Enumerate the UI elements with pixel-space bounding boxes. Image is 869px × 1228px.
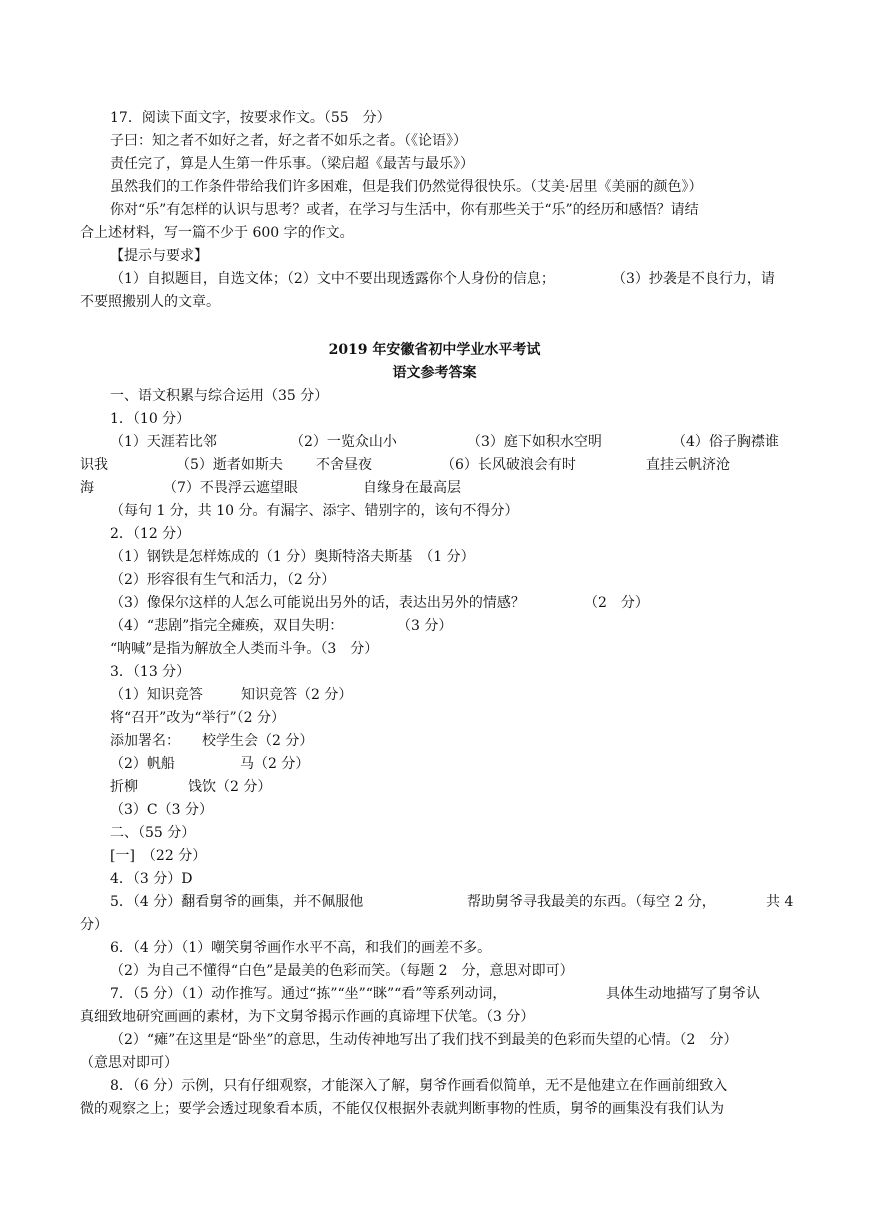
text-segment: 2019 年安徽省初中学业水平考试 [328,342,541,358]
text-segment: 6．（4 分）（1）嘲笑舅爷画作水平不高，和我们的画差不多。 [110,940,492,956]
text-segment: 不要照搬别人的文章。 [80,294,220,310]
text-segment: 二、（55 分） [110,825,196,841]
text-line [0,432,869,452]
text-segment: （2）帆船 [110,756,175,772]
text-line [0,292,869,312]
text-segment: 8．（6 分）示例，只有仔细观察，才能深入了解，舅爷作画看似简单，无不是他建立在作画前细致入 [110,1078,728,1094]
text-segment: 1．（10 分） [110,411,191,427]
text-segment: 2．（12 分） [110,526,191,542]
text-segment: 直挂云帆济沧 [646,457,730,473]
text-segment: 语文参考答案 [392,365,477,381]
text-line [0,1076,869,1096]
text-line [0,547,869,567]
text-line [0,869,869,889]
text-segment: 子曰：知之者不如好之者，好之者不如乐之者。（《论语》） [110,133,467,149]
text-segment: 虽然我们的工作条件带给我们许多困难，但是我们仍然觉得很快乐。（艾美·居里《美丽的颜色》） [110,179,703,195]
text-segment: 折柳 [110,779,138,795]
text-segment: （5）逝者如斯夫 [176,457,283,473]
text-segment: （3）庭下如积水空明 [467,434,602,450]
text-line [0,708,869,728]
text-segment: 4．（3 分）D [110,871,193,887]
text-segment: 一、语文积累与综合运用（35 分） [110,388,329,404]
text-segment: （1）天涯若比邻 [110,434,217,450]
text-segment: （2 分） [584,595,649,611]
text-segment: 校学生会（2 分） [202,733,314,749]
text-line [0,223,869,243]
text-segment: 马（2 分） [240,756,310,772]
text-line [0,800,869,820]
text-segment: 责任完了，算是人生第一件乐事。（梁启超《最苦与最乐》） [110,156,474,172]
text-line [0,1053,869,1073]
text-line [0,269,869,289]
text-line [0,478,869,498]
text-line [0,1007,869,1027]
text-line [0,1099,869,1119]
text-line [0,938,869,958]
text-segment: [一] （22 分） [110,848,207,864]
text-segment: 将“召开”改为“举行”（2 分） [110,710,285,726]
text-segment: 不舍昼夜 [316,457,372,473]
text-line [0,984,869,1004]
text-segment: 真细致地研究画画的素材，为下文舅爷揭示作画的真谛埋下伏笔。（3 分） [80,1009,535,1025]
text-segment: 海 [80,480,94,496]
text-segment: 识我 [80,457,108,473]
text-line [0,593,869,613]
text-segment: （6）长风破浪会有时 [441,457,576,473]
text-line [0,570,869,590]
text-line [0,455,869,475]
text-segment: 微的观察之上；要学会透过现象看本质，不能仅仅根据外表就判断事物的性质，舅爷的画集没有我们认为 [80,1101,724,1117]
text-line [0,246,869,266]
text-line [0,892,869,912]
text-line [0,363,869,383]
text-line [0,1030,869,1050]
text-segment: 5．（4 分）翻看舅爷的画集，并不佩服他 [110,894,364,910]
text-segment: （3 分） [397,618,453,634]
text-segment: （3）抄袭是不良行力，请 [612,271,775,287]
text-segment: （3）像保尔这样的人怎么可能说出另外的话，表达出另外的情感？ [110,595,525,611]
text-line [0,340,869,360]
text-line [0,662,869,682]
text-segment: （2）“瘫”在这里是“卧坐”的意思，生动传神地写出了我们找不到最美的色彩而失望的心情。（2 分） [110,1032,738,1048]
text-segment: 17．阅读下面文字，按要求作文。（55 分） [110,110,391,126]
text-line [0,200,869,220]
text-line [0,177,869,197]
text-line [0,915,869,935]
text-segment: 添加署名： [110,733,180,749]
text-line [0,685,869,705]
text-segment: 分） [80,917,108,933]
text-line [0,501,869,521]
text-line [0,846,869,866]
text-segment: 你对“乐”有怎样的认识与思考？或者，在学习与生活中，你有那些关于“乐”的经历和感悟？请结 [110,202,699,218]
text-segment: 3．（13 分） [110,664,191,680]
text-segment: （2）为自己不懂得“白色”是最美的色彩而笑。（每题 2 分，意思对即可） [110,963,574,979]
text-line [0,616,869,636]
text-segment: 共 4 [766,894,794,910]
text-segment: （1）自拟题目，自选文体；（2）文中不要出现透露你个人身份的信息； [110,271,555,287]
text-segment: 7．（5 分）（1）动作推写。通过“拣”“坐”“眯”“看”等系列动词， [110,986,507,1002]
text-line [0,731,869,751]
text-segment: （3）C（3 分） [110,802,213,818]
text-segment: 【提示与要求】 [110,248,208,264]
text-segment: 帮助舅爷寻我最美的东西。（每空 2 分， [467,894,716,910]
text-segment: （1）知识竞答 [110,687,203,703]
text-line [0,154,869,174]
text-line [0,823,869,843]
text-segment: 合上述材料，写一篇不少于 600 字的作文。 [80,225,354,241]
text-segment: （4）“悲剧”指完全瘫痪，双目失明： [110,618,344,634]
text-line [0,386,869,406]
text-line [0,108,869,128]
text-segment: 知识竞答（2 分） [241,687,353,703]
text-segment: （意思对即可） [80,1055,178,1071]
text-segment: （1）钢铁是怎样炼成的（1 分）奥斯特洛夫斯基 （1 分） [110,549,475,565]
text-segment: （2）形容很有生气和活力，（2 分） [110,572,336,588]
text-segment: （7）不畏浮云遮望眼 [163,480,298,496]
text-line [0,777,869,797]
text-line [0,639,869,659]
text-segment: 饯饮（2 分） [188,779,272,795]
text-line [0,524,869,544]
text-segment: “呐喊”是指为解放全人类而斗争。（3 分） [110,641,379,657]
text-line [0,131,869,151]
text-segment: （4）俗子胸襟谁 [672,434,779,450]
text-line [0,754,869,774]
text-segment: （2）一览众山小 [290,434,397,450]
text-segment: （每句 1 分，共 10 分。有漏字、添字、错别字的，该句不得分） [110,503,519,519]
text-line [0,961,869,981]
text-segment: 具体生动地描写了舅爷认 [606,986,760,1002]
text-line [0,409,869,429]
text-segment: 自缘身在最高层 [363,480,461,496]
